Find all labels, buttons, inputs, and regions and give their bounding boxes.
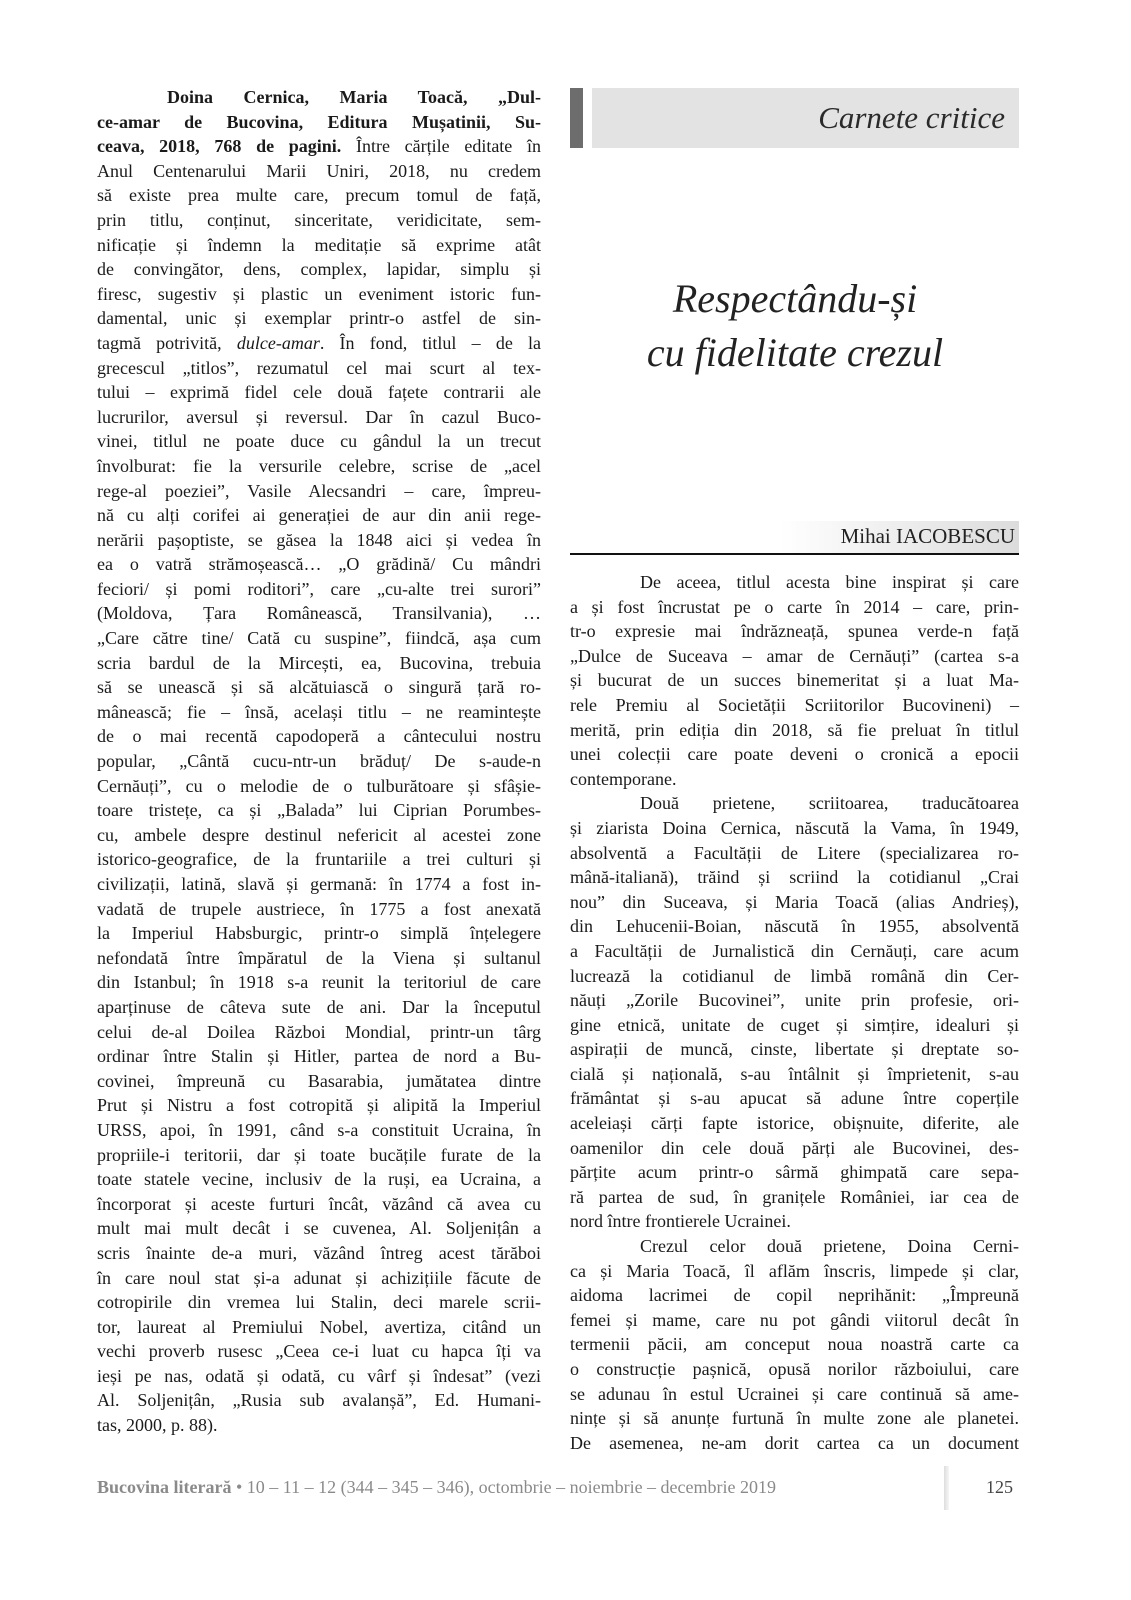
text-line: propriile-i teritorii, dar și toate bucățile furate de la [97, 1144, 541, 1165]
text-line: părțite acum printr-o sârmă ghimpată care sepa- [570, 1162, 1019, 1183]
text-line: ea o vatră strămoșească… „O grădină/ Cu mândri [97, 554, 541, 575]
text-line: nefondată între împăratul de la Viena și sultanul [97, 947, 541, 968]
text-line: nord între frontierele Ucrainei. [570, 1211, 791, 1232]
section-marker-bar [570, 88, 583, 148]
text-line: mână-italiană), trăind și scriind la cotidianul „Crai [570, 867, 1019, 888]
text-line [97, 110, 541, 135]
text-line: ca și Maria Toacă, îl aflăm înscris, limpede și clar, [570, 1260, 1019, 1281]
text-line: aidoma lacrimei de copil neprihănit: „Împreună [570, 1285, 1019, 1306]
text-line: lucrurilor, aversul și reversul. Dar în cazul Buco- [97, 406, 541, 427]
paragraph [570, 570, 1019, 791]
text-line: nou” din Suceava, și Maria Toacă (alias Andrieș), [570, 891, 1019, 912]
text-line: cotropirile din vremea lui Stalin, deci marele scrii- [97, 1292, 541, 1313]
text-line: tor, laureat al Premiului Nobel, avertiza, citând un [97, 1316, 541, 1337]
page-number: 125 [986, 1477, 1013, 1497]
text-line: civilizații, latină, slavă și germană: în 1774 a fost in- [97, 874, 541, 894]
text-segment: . În fond, titlul – de la [319, 332, 541, 353]
text-line: vechi proverb rusesc „Ceea ce-i luat cu hapca îți va [97, 1341, 541, 1362]
text-line: scris înainte de-a muri, văzând întreg acest tărăboi [97, 1242, 541, 1263]
text-line: de o mai recentă capodoperă a cântecului nostru [97, 726, 541, 747]
bold-text: Doina Cernica, Maria Toacă, „Dul- [167, 87, 541, 107]
text-line: frământat și s-au apucat să adune între coperțile [570, 1088, 1019, 1109]
footer-citation [97, 1477, 776, 1498]
text-line: la Imperiul Habsburgic, printr-o simplă înțelegere [97, 923, 541, 944]
text-line: damental, unic și exemplar printr-o astfel de sin- [97, 308, 541, 329]
text-line: Crezul celor două prietene, Doina Cerni- [640, 1236, 1019, 1257]
text-line: unei colecții care poate deveni o cronică a epocii [570, 744, 1019, 765]
text-line: popular, „Cântă cucu-ntr-un brăduț/ De s-aude-n [97, 751, 541, 772]
text-line: toate statele vecine, inclusiv de la ruși, ea Ucraina, a [97, 1169, 541, 1190]
text-line: prin titlu, conținut, sinceritate, veridicitate, sem- [97, 209, 541, 230]
text-line: și ziarista Doina Cernica, născută la Vama, în 1949, [570, 817, 1019, 838]
text-line: cu, ambele despre destinul nefericit al acestei zone [97, 824, 541, 845]
text-line: Cernăuți”, cu o melodie de o tulburătoare și sfâșie- [97, 775, 541, 796]
text-line: istorico-geografice, de la fruntariile a trei culturi și [97, 849, 541, 870]
text-line: să existe prea multe care, precum tomul de față, [97, 185, 541, 206]
text-line: vadată de trupele austriece, în 1775 a fost anexată [97, 898, 541, 919]
text-segment: tagmă potrivită, [97, 332, 237, 353]
text-line: De aceea, titlul acesta bine inspirat și care [640, 572, 1019, 592]
text-line: celui de-al Doilea Război Mondial, printr-un târg [97, 1021, 541, 1042]
text-line: nerării pașoptiste, se găsea la 1848 aici și vedea în [97, 529, 541, 550]
author-name: Mihai IACOBESCU [840, 524, 1015, 548]
text-line: Al. Soljenițân, „Rusia sub avalanșă”, Ed. Humani- [97, 1390, 541, 1411]
journal-name: Bucovina literară [97, 1477, 232, 1497]
issue-info: • 10 – 11 – 12 (344 – 345 – 346), octombrie – noiembrie – decembrie 2019 [231, 1477, 777, 1497]
text-line: lucrează la cotidianul de limbă română din Cer- [570, 965, 1019, 986]
left-column [97, 85, 541, 1438]
paragraph [97, 85, 541, 1438]
text-line: aceleiași cărți fapte istorice, obișnuite, diferite, ale [570, 1113, 1019, 1134]
paragraph [570, 1234, 1019, 1455]
article-title-line: cu fidelitate crezul [646, 330, 944, 375]
text-line: nințe și să anunțe furtună în multe zone ale planetei. [570, 1408, 1019, 1429]
text-line [97, 134, 541, 159]
text-line: femei și mame, care nu pot gândi viitorul decât în [570, 1309, 1019, 1330]
author-divider [570, 553, 1019, 555]
text-line: tului – exprimă fidel cele două fațete contrarii ale [97, 382, 541, 403]
text-line: nificație și îndemn la meditație să exprime atât [97, 234, 541, 255]
text-line: cială și națională, s-au întâlnit și împrietenit, s-au [570, 1063, 1019, 1084]
text-line: covinei, împreună cu Basarabia, jumătatea dintre [97, 1070, 541, 1091]
text-line: Anul Centenarului Marii Uniri, 2018, nu credem [97, 160, 541, 181]
text-line: oamenilor din cele două părți ale Bucovinei, des- [570, 1137, 1019, 1158]
text-line: ră partea de sud, în granițele României, iar cea de [570, 1186, 1019, 1207]
bold-text: ceava, 2018, 768 de pagini. [97, 136, 342, 157]
text-line: aspirații de muncă, cinste, libertate și dreptate so- [570, 1039, 1019, 1060]
text-line: feciori/ și pomi roditori”, care „cu-alte trei surori” [97, 578, 541, 599]
text-line: termenii păcii, am conceput noua noastră carte ca [570, 1334, 1019, 1355]
text-line: să se unească și să alcătuiască o singură țară ro- [97, 677, 541, 698]
text-line: încorporat și aceste furturi încât, văzând că avea cu [97, 1193, 541, 1214]
text-line: rele Premiu al Societății Scriitorilor Bucovineni) – [570, 694, 1019, 715]
article-title [600, 272, 990, 380]
right-column [570, 570, 1019, 1455]
text-line: mânească; fie – însă, același titlu – ne reamintește [97, 701, 541, 722]
text-line [97, 85, 541, 110]
paragraph [570, 791, 1019, 1234]
text-line: contemporane. [570, 768, 677, 789]
text-line: aparținuse de câteva sute de ani. Dar la începutul [97, 996, 541, 1017]
text-line: din Istanbul; în 1918 s-a reunit la teritoriul de care [97, 972, 541, 993]
text-line: și bucurat de un succes binemeritat și a luat Ma- [570, 670, 1019, 691]
bold-text: ce-amar de Bucovina, Editura Mușatinii, Su- [97, 111, 541, 132]
section-header [592, 88, 1019, 148]
text-line: scria bardul de la Mircești, ea, Bucovina, trebuia [97, 652, 541, 673]
text-line: (Moldova, Țara Românească, Transilvania), … [97, 603, 541, 624]
text-line: a și fost încrustat pe o carte în 2014 – care, prin- [570, 596, 1019, 617]
italic-text: dulce-amar [236, 332, 320, 353]
text-line: se adunau în estul Ucrainei și care continuă să ame- [570, 1383, 1019, 1404]
text-line: în care noul stat și-a adunat și achizițiile făcute de [97, 1267, 541, 1288]
text-line: firesc, sugestiv și plastic un eveniment istoric fun- [97, 283, 541, 304]
article-title-line: Respectându-și [672, 276, 918, 321]
text-line: o construcție pașnică, opusă norilor războiului, care [570, 1359, 1019, 1379]
text-line: nă cu alți corifei ai generației de aur din anii rege- [97, 505, 541, 526]
text-line: ieși pe nas, odată și odată, cu vârf și îndesat” (vezi [97, 1365, 541, 1386]
text-line [97, 331, 541, 356]
text-line: absolventă a Facultății de Litere (specializarea ro- [570, 842, 1019, 863]
text-line: vinei, titlul ne poate duce cu gândul la un trecut [97, 431, 541, 452]
text-line: „Dulce de Suceava – amar de Cernăuți” (cartea s-a [570, 645, 1019, 666]
text-line: de convingător, dens, complex, lapidar, simplu și [97, 259, 541, 280]
text-line: De asemenea, ne-am dorit cartea ca un document [570, 1432, 1019, 1453]
text-line: tr-o expresie mai îndrăzneață, spunea verde-n față [570, 621, 1019, 642]
text-line: Două prietene, scriitoarea, traducătoarea [640, 793, 1019, 814]
text-line: din Lehucenii-Boian, născută în 1955, absolventă [570, 916, 1019, 937]
text-line: a Facultății de Jurnalistică din Cernăuți, care acum [570, 940, 1019, 961]
text-segment: Între cărțile editate în [341, 136, 541, 157]
text-line: ordinar între Stalin și Hitler, partea de nord a Bu- [97, 1046, 541, 1067]
text-line: învolburat: fie la versurile celebre, scrise de „acel [97, 455, 541, 476]
text-line: grecescul „titlos”, rezumatul cel mai scurt al tex- [97, 357, 541, 378]
section-title: Carnete critice [818, 100, 1005, 135]
text-line: toare tristețe, ca și „Balada” lui Ciprian Porumbes- [97, 800, 541, 821]
footer-divider [944, 1466, 949, 1510]
text-line: Prut și Nistru a fost cotropită și alipită la Imperiul [97, 1095, 541, 1116]
text-line: mult mai mult decât i se cuvenea, Al. Soljenițân a [97, 1218, 541, 1239]
text-line: URSS, apoi, în 1991, când s-a constituit Ucraina, în [97, 1119, 541, 1140]
text-line: tas, 2000, p. 88). [97, 1415, 218, 1436]
text-line: rege-al poeziei”, Vasile Alecsandri – care, împreu- [97, 480, 541, 501]
text-line: „Care către tine/ Cată cu suspine”, fiindcă, așa cum [97, 628, 541, 649]
text-line: gine etnică, unitate de cuget și simțire, idealuri și [570, 1014, 1019, 1035]
text-line: năuți „Zorile Bucovinei”, unite prin profesie, ori- [570, 990, 1019, 1011]
author-box [780, 521, 1019, 553]
text-line: merită, prin ediția din 2018, să fie preluat în titlul [570, 719, 1019, 740]
